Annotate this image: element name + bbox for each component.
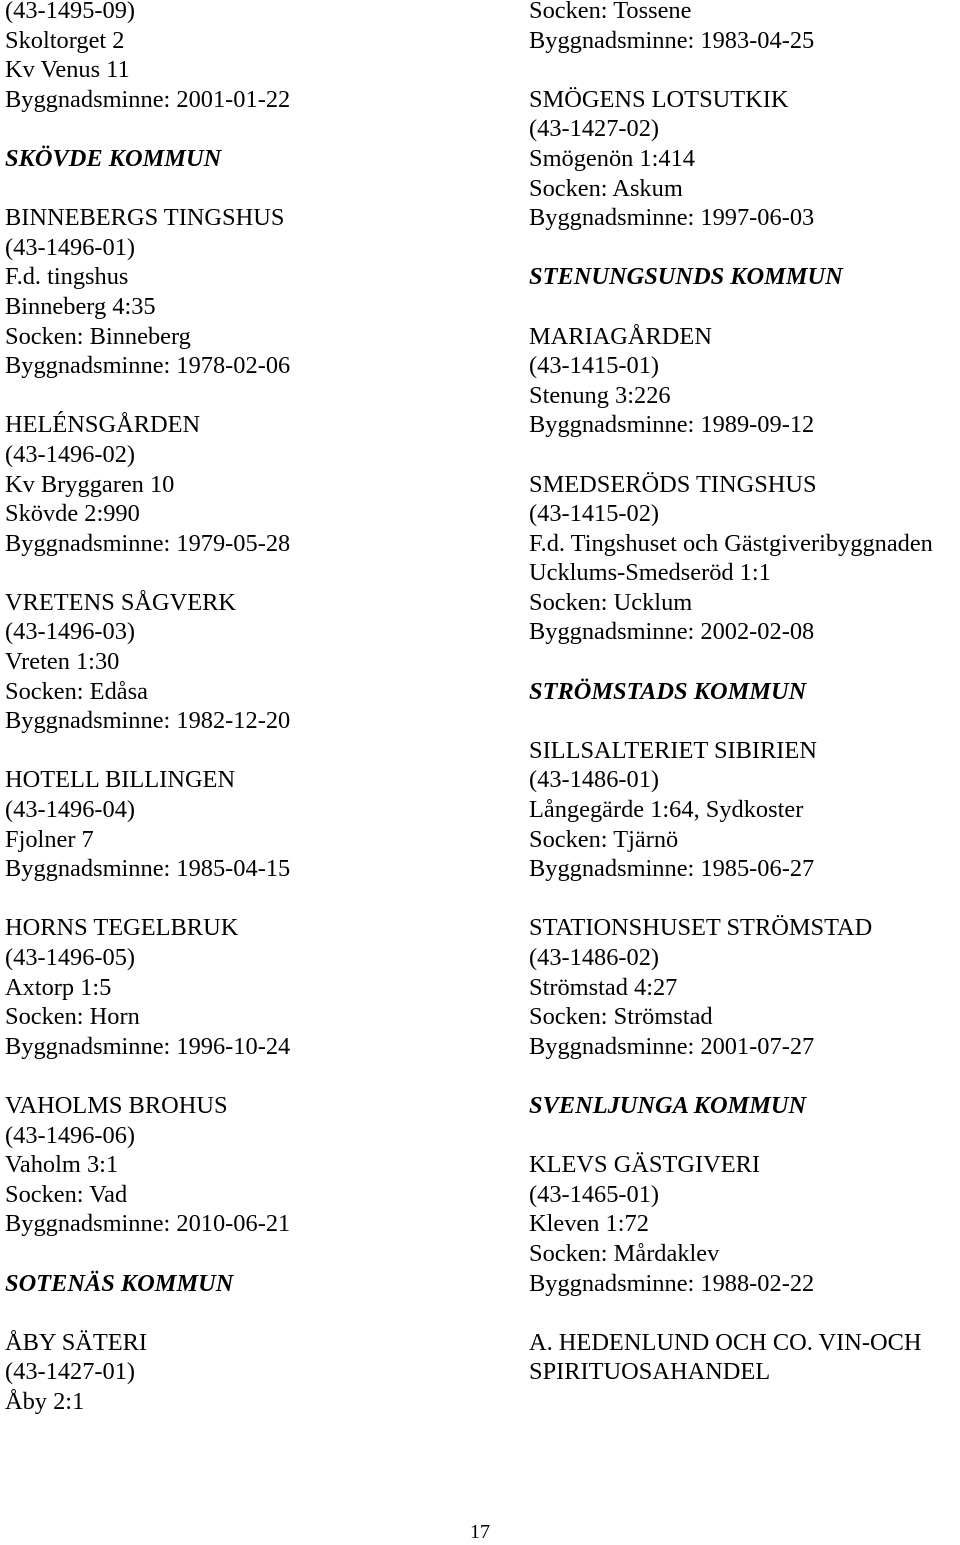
entry-line: (43-1496-04) [5,796,136,824]
entry-line: Binneberg 4:35 [5,292,156,320]
entry-line: HOTELL BILLINGEN [5,766,236,794]
entry-line: Byggnadsminne: 1997-06-03 [529,204,815,232]
left-column [5,0,485,1417]
entry-line: Socken: Edåsa [5,677,148,705]
entry-line: Smögenön 1:414 [529,144,695,172]
entry-line: Åby 2:1 [5,1387,85,1415]
entry-line: BINNEBERGS TINGSHUS [5,204,285,232]
blank-line [5,1239,485,1269]
entry-line: Vreten 1:30 [5,648,120,676]
entry-line: Byggnadsminne: 2001-01-22 [5,85,291,113]
blank-line [529,233,959,263]
entry-line: Byggnadsminne: 2010-06-21 [5,1210,291,1238]
entry-line: Kv Bryggaren 10 [5,470,175,498]
entry-line: Socken: Askum [529,174,683,202]
blank-line [5,884,485,914]
entry-line: Socken: Binneberg [5,322,191,350]
blank-line [529,440,959,470]
entry-line: Byggnadsminne: 1979-05-28 [5,529,291,557]
entry-line: VAHOLMS BROHUS [5,1091,228,1119]
entry-line: Byggnadsminne: 2002-02-08 [529,618,815,646]
entry-line: Socken: Tjärnö [529,825,679,853]
municipality-heading: STRÖMSTADS KOMMUN [529,677,807,705]
blank-line [5,736,485,766]
entry-line: Byggnadsminne: 1988-02-22 [529,1269,815,1297]
blank-line [5,174,485,204]
entry-line: KLEVS GÄSTGIVERI [529,1151,761,1179]
municipality-heading: STENUNGSUNDS KOMMUN [529,263,843,291]
entry-line: (43-1415-02) [529,500,660,528]
blank-line [5,1061,485,1091]
entry-line: STATIONSHUSET STRÖMSTAD [529,914,873,942]
entry-line: HELÉNSGÅRDEN [5,411,201,439]
entry-line: Skoltorget 2 [5,26,125,54]
entry-line: Byggnadsminne: 1978-02-06 [5,352,291,380]
entry-line: (43-1465-01) [529,1180,660,1208]
blank-line [529,1298,959,1328]
entry-line: Ucklums-Smedseröd 1:1 [529,559,771,587]
entry-line: (43-1496-03) [5,618,136,646]
entry-line: Strömstad 4:27 [529,973,678,1001]
municipality-heading: SVENLJUNGA KOMMUN [529,1091,807,1119]
entry-line: Socken: Mårdaklev [529,1239,720,1267]
entry-line: Långegärde 1:64, Sydkoster [529,796,804,824]
entry-line: HORNS TEGELBRUK [5,914,239,942]
entry-line: Kv Venus 11 [5,56,130,84]
entry-line: Byggnadsminne: 1985-06-27 [529,855,815,883]
entry-line: Kleven 1:72 [529,1210,649,1238]
entry-line: A. HEDENLUND OCH CO. VIN-OCH [529,1328,922,1356]
entry-line: (43-1496-02) [5,440,136,468]
entry-line: F.d. Tingshuset och Gästgiveribyggnaden [529,529,933,557]
blank-line [529,1061,959,1091]
blank-line [529,647,959,677]
page-number: 17 [470,1521,490,1543]
entry-line: Socken: Tossene [529,0,692,24]
right-column [529,0,959,1387]
entry-line: Stenung 3:226 [529,381,671,409]
entry-line: F.d. tingshus [5,263,129,291]
entry-line: (43-1415-01) [529,352,660,380]
entry-line: Skövde 2:990 [5,500,140,528]
blank-line [529,706,959,736]
entry-line: ÅBY SÄTERI [5,1328,148,1356]
blank-line [5,558,485,588]
entry-line: (43-1496-01) [5,233,136,261]
entry-line: SILLSALTERIET SIBIRIEN [529,736,817,764]
entry-line: Socken: Strömstad [529,1003,713,1031]
entry-line: SPIRITUOSAHANDEL [529,1358,771,1386]
entry-line: (43-1496-06) [5,1121,136,1149]
entry-line: Byggnadsminne: 1982-12-20 [5,707,291,735]
entry-line: MARIAGÅRDEN [529,322,712,350]
entry-line: Socken: Vad [5,1180,128,1208]
entry-line: Byggnadsminne: 1996-10-24 [5,1032,291,1060]
entry-line: SMEDSERÖDS TINGSHUS [529,470,817,498]
entry-line: Axtorp 1:5 [5,973,112,1001]
blank-line [529,55,959,85]
blank-line [529,884,959,914]
entry-line: Socken: Ucklum [529,588,693,616]
entry-line: (43-1427-01) [5,1358,136,1386]
blank-line [529,292,959,322]
blank-line [529,1121,959,1151]
entry-line: (43-1495-09) [5,0,136,24]
entry-line: (43-1427-02) [529,115,660,143]
entry-line: VRETENS SÅGVERK [5,588,237,616]
municipality-heading: SKÖVDE KOMMUN [5,144,222,172]
entry-line: Socken: Horn [5,1003,140,1031]
entry-line: (43-1486-02) [529,944,660,971]
entry-line: (43-1496-05) [5,944,136,971]
municipality-heading: SOTENÄS KOMMUN [5,1269,234,1297]
entry-line: Byggnadsminne: 2001-07-27 [529,1032,815,1060]
entry-line: Byggnadsminne: 1985-04-15 [5,855,291,883]
entry-line: Byggnadsminne: 1983-04-25 [529,26,815,54]
blank-line [5,1298,485,1328]
entry-line: Fjolner 7 [5,825,94,853]
entry-line: Byggnadsminne: 1989-09-12 [529,411,815,439]
blank-line [5,114,485,144]
entry-line: (43-1486-01) [529,766,660,794]
entry-line: Vaholm 3:1 [5,1151,119,1179]
entry-line: SMÖGENS LOTSUTKIK [529,85,789,113]
blank-line [5,381,485,411]
